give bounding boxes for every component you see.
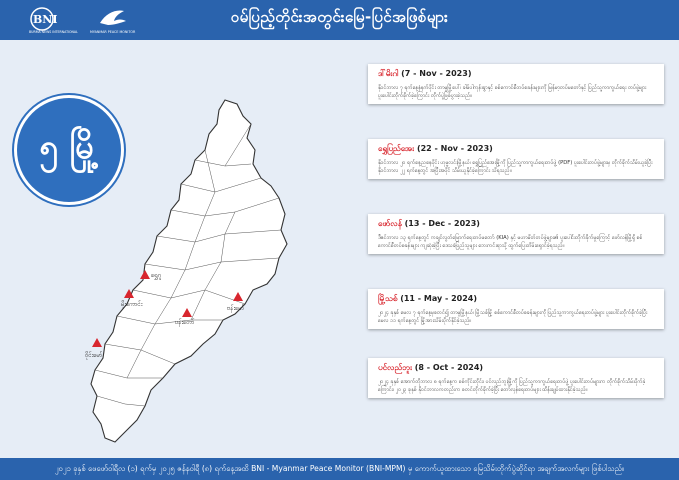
event-card xyxy=(368,289,664,329)
place-label: ဝိုင်းမော် xyxy=(85,352,103,359)
marker-triangle xyxy=(92,338,102,347)
place-label: မိုးကောင်း xyxy=(121,301,143,308)
event-description: ၂၀၂၄ ခုနှစ် အောက်တိုဘာလ ၈ ရက်နေ့က စစ်ကိုင်းတိုင်း၊ ပင်လည်ဘူးမြို့ကို ပြည်သူ့ကာကွယ်ရေးတပ်ဖွဲ့ ပူးပေါင်းတပ်များက တိုက်ခိုက်သိမ်းပိုက်ခဲ့ကြောင်း၊ ၂၀၂၃ ခုနှစ် နိုဝင်ဘာလကတည်းက စတင်တိုက်ခိုက်ခဲ့ပြီး တော်လှန်ရေးတပ်များ ထိန်းချုပ်ထားနိုင်ခဲ့သည်။ xyxy=(378,379,646,393)
event-date: (7 - Nov - 2023) xyxy=(401,69,472,78)
event-description: ဒီဇင်ဘာလ ၁၃ ရက်နေ့တွင် ကချင်လွတ်မြောက်ရေးတပ်မတော် (KIA) နှင့် မဟာမိတ်တပ်ဖွဲ့များ၏ ပူးပေါင်းတိုက်ခိုက်မှုကြောင့် ဖော်လန်မြို့ရှိ စစ်ကောင်စီတပ်စခန်းများ ကျဆုံးခဲ့ပြီး ဒေသခံပြည်သူများ ဘေးကင်းရာသို့ ထွက်ပြေးတိမ်းရှောင်ခဲ့ရသည်။ xyxy=(378,235,643,249)
event-description: ၂၀၂၄ ခုနှစ် မေလ ၇ ရက်နေ့မှစတင်၍ တာမူမြို့နယ်၊ မြို့သစ်မြို့ စစ်ကောင်စီတပ်စခန်းများကို ပြည်သူ့ကာကွယ်ရေးတပ်ဖွဲ့များ ပူးပေါင်းတိုက်ခိုက်ခဲ့ပြီး မေလ ၁၁ ရက်နေ့တွင် မြို့အားသိမ်းပိုက်နိုင်ခဲ့သည်။ xyxy=(378,310,648,324)
event-date: (22 - Nov - 2023) xyxy=(416,144,493,153)
event-place: မြို့သစ် xyxy=(378,294,398,303)
event-place: ရွှေပြည်အေး xyxy=(378,144,415,153)
event-heading xyxy=(378,362,654,374)
event-description: နိုဝင်ဘာလ ၇ ရက်နေ့နံနက်ပိုင်း တာမူမြို့ပေါ်၊ ခါမ်ပါကုန်းရွာနှင့် စစ်ကောင်စီတပ်စခန်းများကို မြန်မာ့တပ်မတော်နှင့် ပြည်သူ့ကာကွယ်ရေး တပ်ဖွဲ့များ ပူးပေါင်းတိုက်ခိုက်ခဲ့ကြောင်း တိုက်ပွဲဖြစ်ပွားခဲ့သည်။ xyxy=(378,85,647,99)
svg-text:BNI: BNI xyxy=(33,13,58,26)
svg-text:BURMA NEWS INTERNATIONAL: BURMA NEWS INTERNATIONAL xyxy=(29,30,78,34)
events-panel xyxy=(352,40,679,458)
event-card xyxy=(368,139,664,179)
place-label: ရွှေဂူ xyxy=(151,272,162,279)
event-place: ဖော်လန် xyxy=(378,219,402,228)
event-card xyxy=(368,358,664,398)
svg-text:MYANMAR PEACE MONITOR: MYANMAR PEACE MONITOR xyxy=(90,30,136,34)
event-place: ဒါ်မိးဂါ xyxy=(378,69,399,78)
event-heading xyxy=(378,68,654,80)
event-date: (13 - Dec - 2023) xyxy=(404,219,480,228)
event-place: ပင်လည်ဘူး xyxy=(378,363,412,372)
place-label: ဗန်းမော် xyxy=(227,305,245,312)
event-heading xyxy=(378,143,654,155)
town-count-badge: ၅ မြို့ xyxy=(17,98,121,202)
place-label: ပန်းတော် xyxy=(175,319,195,326)
header-bar xyxy=(0,0,679,40)
event-card xyxy=(368,214,664,254)
page-title: ဝမ်ပြည့်တိုင်းအတွင်းမြေ-ပြင်အဖြစ်များ xyxy=(230,8,449,26)
event-date: (11 - May - 2024) xyxy=(400,294,478,303)
event-date: (8 - Oct - 2024) xyxy=(414,363,484,372)
footer-bar: ၂၀၂၁ ခုနှစ် ဖေဖော်ဝါရီလ (၁) ရက်မှ ၂၀၂၅ ဇန်နဝါရီ (၈) ရက်နေ့အထိ BNI - Myanmar Peace Monitor (BNI-MPM) မှ ကောက်ယူထားသော မြေသိမ်းတိုက်ပွဲဆိုင်ရာ အချက်အလက်များ ဖြစ်ပါသည်။ xyxy=(0,458,679,480)
event-heading xyxy=(378,293,654,305)
event-card xyxy=(368,64,664,104)
event-description: နိုဝင်ဘာလ ၂၀ ရက်နေ့ညနေပိုင်း ဟုမ္မလင်းမြို့နယ်၊ ရွှေပြည်အေးမြို့ကို ပြည်သူ့ကာကွယ်ရေးတပ်ဖွဲ့ (PDF) ပူးပေါင်းတပ်ဖွဲ့များမှ တိုက်ခိုက်သိမ်းယူခဲ့ပြီး နိုဝင်ဘာလ ၂၂ ရက်နေ့တွင် အပြီးအပိုင် သိမ်းယူနိုင်ခဲ့ကြောင်း သိရသည်။ xyxy=(378,160,653,174)
map-panel xyxy=(0,40,352,458)
event-heading xyxy=(378,218,654,230)
